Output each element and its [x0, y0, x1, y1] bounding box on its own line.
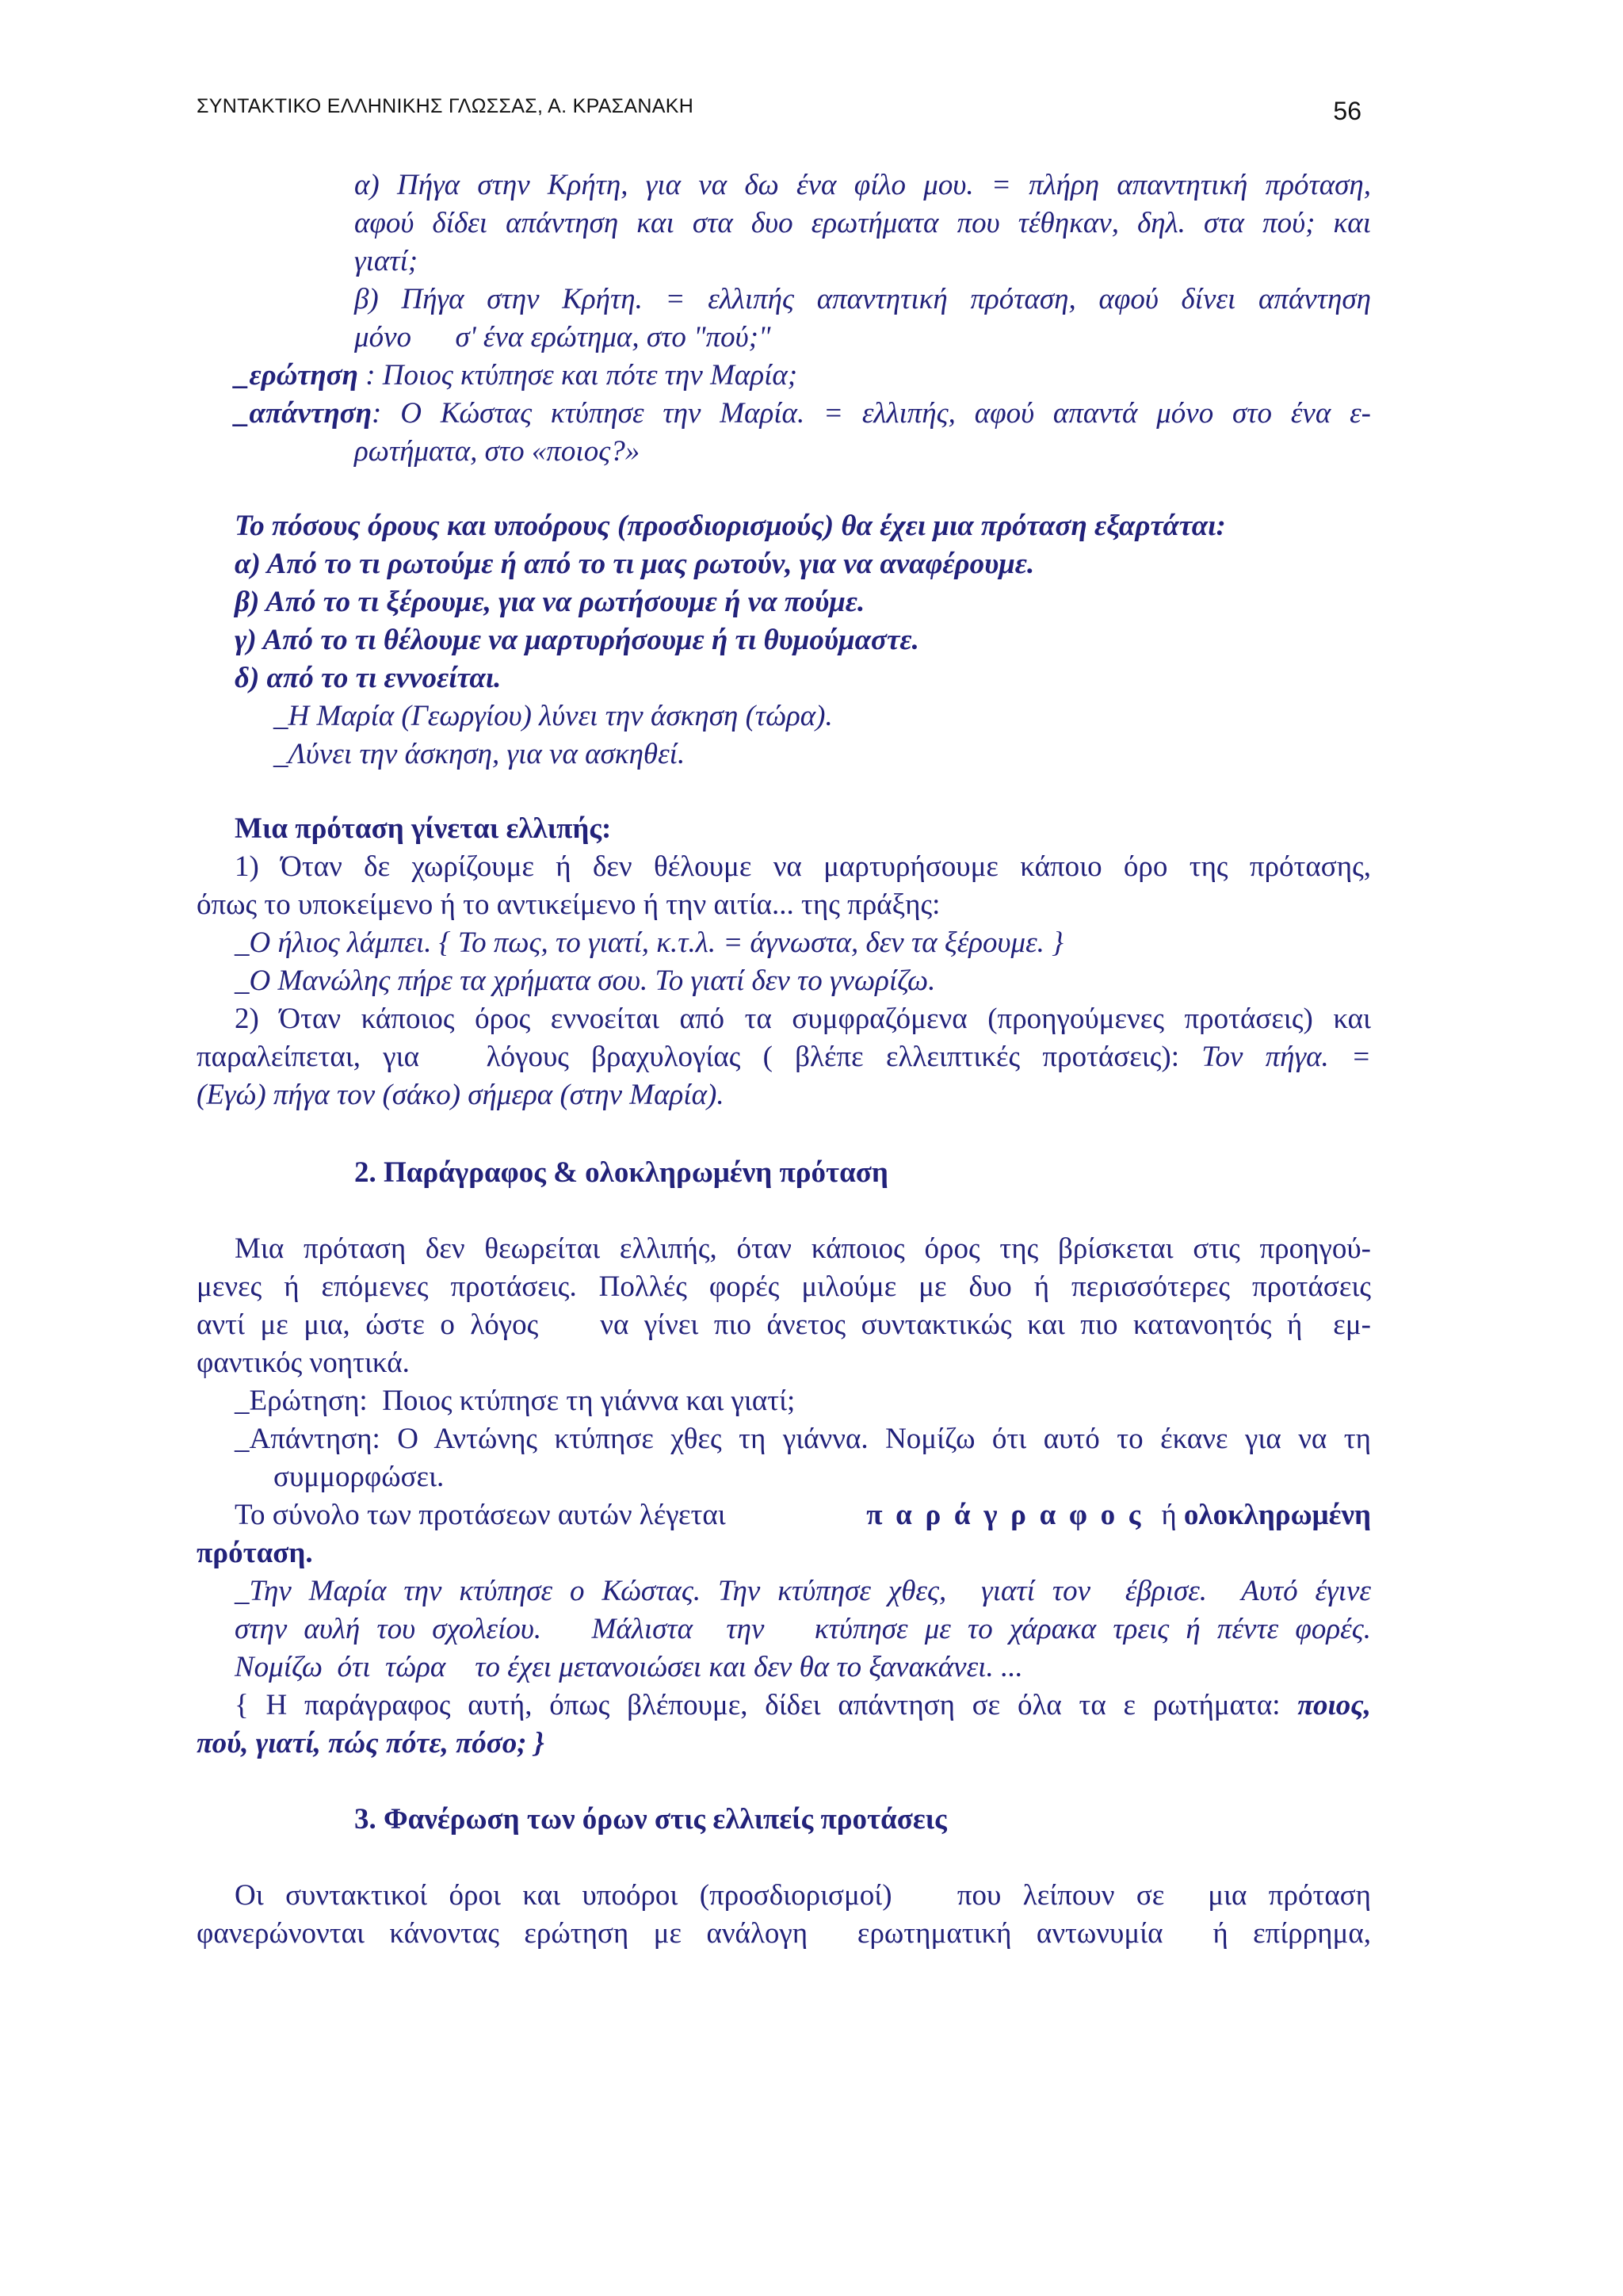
example-a-line-3: γιατί;	[354, 245, 418, 277]
section-3-para-line-1: Οι συντακτικοί όροι και υποόροι (προσδιορισμοί) που λείπουν σε μια πρόταση	[235, 1879, 1371, 1912]
section-2-question: _Ερώτηση: Ποιος κτύπησε τη γιάννα και γιατί;	[235, 1385, 796, 1417]
question-text: : Ποιος κτύπησε και πότε την Μαρία;	[357, 359, 798, 392]
terms-intro: Το πόσους όρους και υποόρους (προσδιορισμούς) θα έχει μια πρόταση εξαρτάται:	[235, 510, 1226, 542]
elliptic-point-2-line-2	[197, 1038, 1371, 1076]
section-3-heading: 3. Φανέρωση των όρων στις ελλιπείς προτάσεις	[354, 1803, 947, 1836]
section-2-note-text: { Η παράγραφος αυτή, όπως βλέπουμε, δίδει απάντηση σε όλα τα ε ρωτήματα:	[235, 1689, 1298, 1721]
elliptic-heading: Μια πρόταση γίνεται ελλιπής:	[235, 812, 612, 845]
section-2-para-line-4: φαντικός νοητικά.	[197, 1347, 410, 1379]
section-2-or: ή	[1154, 1499, 1184, 1531]
elliptic-point-1-line-1: 1) Όταν δε χωρίζουμε ή δεν θέλουμε να μαρτυρήσουμε κάποιο όρο της πρότασης,	[235, 850, 1371, 883]
section-2-definition-cont: πρόταση.	[197, 1537, 313, 1569]
term-paragraph: παράγραφος	[866, 1499, 1155, 1531]
elliptic-point-1-line-2: όπως το υποκείμενο ή το αντικείμενο ή την αιτία... της πράξης:	[197, 888, 941, 921]
section-2-example-line-1: _Την Μαρία την κτύπησε ο Κώστας. Την κτύπησε χθες, γιατί τον έβρισε. Αυτό έγινε	[235, 1575, 1371, 1607]
example-b-line-2: μόνο σ' ένα ερώτημα, στο "πού;"	[354, 321, 771, 353]
section-2-definition-text: Το σύνολο των προτάσεων αυτών λέγεται	[235, 1499, 741, 1531]
elliptic-point-2-example: Τον πήγα. =	[1201, 1041, 1371, 1073]
terms-example-2: _Λύνει την άσκηση, για να ασκηθεί.	[273, 738, 685, 770]
answer-label: _απάντηση	[235, 397, 372, 430]
example-a-line-1: α) Πήγα στην Κρήτη, για να δω ένα φίλο μου. = πλήρη απαντητική πρόταση,	[354, 169, 1371, 201]
section-2-example-line-3: Νομίζω ότι τώρα το έχει μετανοιώσει και δεν θα το ξανακάνει. ...	[235, 1651, 1023, 1683]
running-header: ΣΥΝΤΑΚΤΙΚΟ ΕΛΛΗΝΙΚΗΣ ΓΛΩΣΣΑΣ, Α. ΚΡΑΣΑΝΑΚΗ	[197, 95, 694, 117]
answer-continuation: ρωτήματα, στο «ποιος?»	[354, 435, 640, 468]
section-2-definition-line	[235, 1496, 1371, 1534]
section-2-para-line-2: μενες ή επόμενες προτάσεις. Πολλές φορές μιλούμε με δυο ή περισσότερες προτάσεις	[197, 1270, 1371, 1303]
section-2-answer-line-1: _Απάντηση: Ο Αντώνης κτύπησε χθες τη γιάννα. Νομίζω ότι αυτό το έκανε για να τη	[235, 1423, 1371, 1455]
section-2-note-question-words: ποιος,	[1297, 1689, 1371, 1721]
section-3-para-line-2: φανερώνονται κάνοντας ερώτηση με ανάλογη ερωτηματική αντωνυμία ή επίρρημα,	[197, 1917, 1371, 1950]
answer-text: : Ο Κώστας κτύπησε την Μαρία. = ελλιπής, αφού απαντά μόνο στο ένα ε-	[372, 397, 1371, 430]
answer-line	[235, 395, 1371, 433]
example-a-line-2: αφού δίδει απάντηση και στα δυο ερωτήματα που τέθηκαν, δηλ. στα πού; και	[354, 207, 1371, 239]
elliptic-example-1: _Ο ήλιος λάμπει. { Το πως, το γιατί, κ.τ.λ. = άγνωστα, δεν τα ξέρουμε. }	[235, 926, 1064, 959]
example-b-line-1: β) Πήγα στην Κρήτη. = ελλιπής απαντητική πρόταση, αφού δίνει απάντηση	[354, 283, 1371, 315]
section-2-heading: 2. Παράγραφος & ολοκληρωμένη πρόταση	[354, 1156, 888, 1189]
terms-item-b: β) Από το τι ξέρουμε, για να ρωτήσουμε ή να πούμε.	[235, 586, 865, 618]
section-2-answer-line-2: συμμορφώσει.	[273, 1461, 445, 1493]
question-line	[235, 357, 797, 395]
section-2-para-line-3: αντί με μια, ώστε ο λόγος να γίνει πιο άνετος συντακτικώς και πιο κατανοητός ή εμ-	[197, 1308, 1371, 1341]
section-2-example-line-2: στην αυλή του σχολείου. Μάλιστα την κτύπησε με το χάρακα τρεις ή πέντε φορές.	[235, 1613, 1371, 1645]
section-2-note-line-1	[235, 1687, 1371, 1725]
page-number: 56	[1333, 97, 1361, 125]
term-complete-sentence: ολοκληρωμένη	[1183, 1499, 1371, 1531]
elliptic-point-2-line-3: (Εγώ) πήγα τον (σάκο) σήμερα (στην Μαρία).	[197, 1079, 724, 1111]
elliptic-point-2-text: παραλείπεται, για λόγους βραχυλογίας ( βλέπε ελλειπτικές προτάσεις):	[197, 1041, 1202, 1073]
section-2-note-line-2: πού, γιατί, πώς πότε, πόσο; }	[197, 1727, 544, 1759]
terms-example-1: _Η Μαρία (Γεωργίου) λύνει την άσκηση (τώρα).	[273, 700, 833, 732]
terms-item-c: γ) Από το τι θέλουμε να μαρτυρήσουμε ή τι θυμούμαστε.	[235, 624, 919, 656]
elliptic-point-2-line-1: 2) Όταν κάποιος όρος εννοείται από τα συμφραζόμενα (προηγούμενες προτάσεις) και	[235, 1003, 1371, 1035]
terms-item-a: α) Από το τι ρωτούμε ή από το τι μας ρωτούν, για να αναφέρουμε.	[235, 548, 1035, 580]
terms-item-d: δ) από το τι εννοείται.	[235, 662, 502, 694]
question-label: _ερώτηση	[235, 359, 358, 392]
elliptic-example-2: _Ο Μανώλης πήρε τα χρήματα σου. Το γιατί δεν το γνωρίζω.	[235, 965, 936, 997]
section-2-para-line-1: Μια πρόταση δεν θεωρείται ελλιπής, όταν κάποιος όρος της βρίσκεται στις προηγού-	[235, 1232, 1371, 1265]
